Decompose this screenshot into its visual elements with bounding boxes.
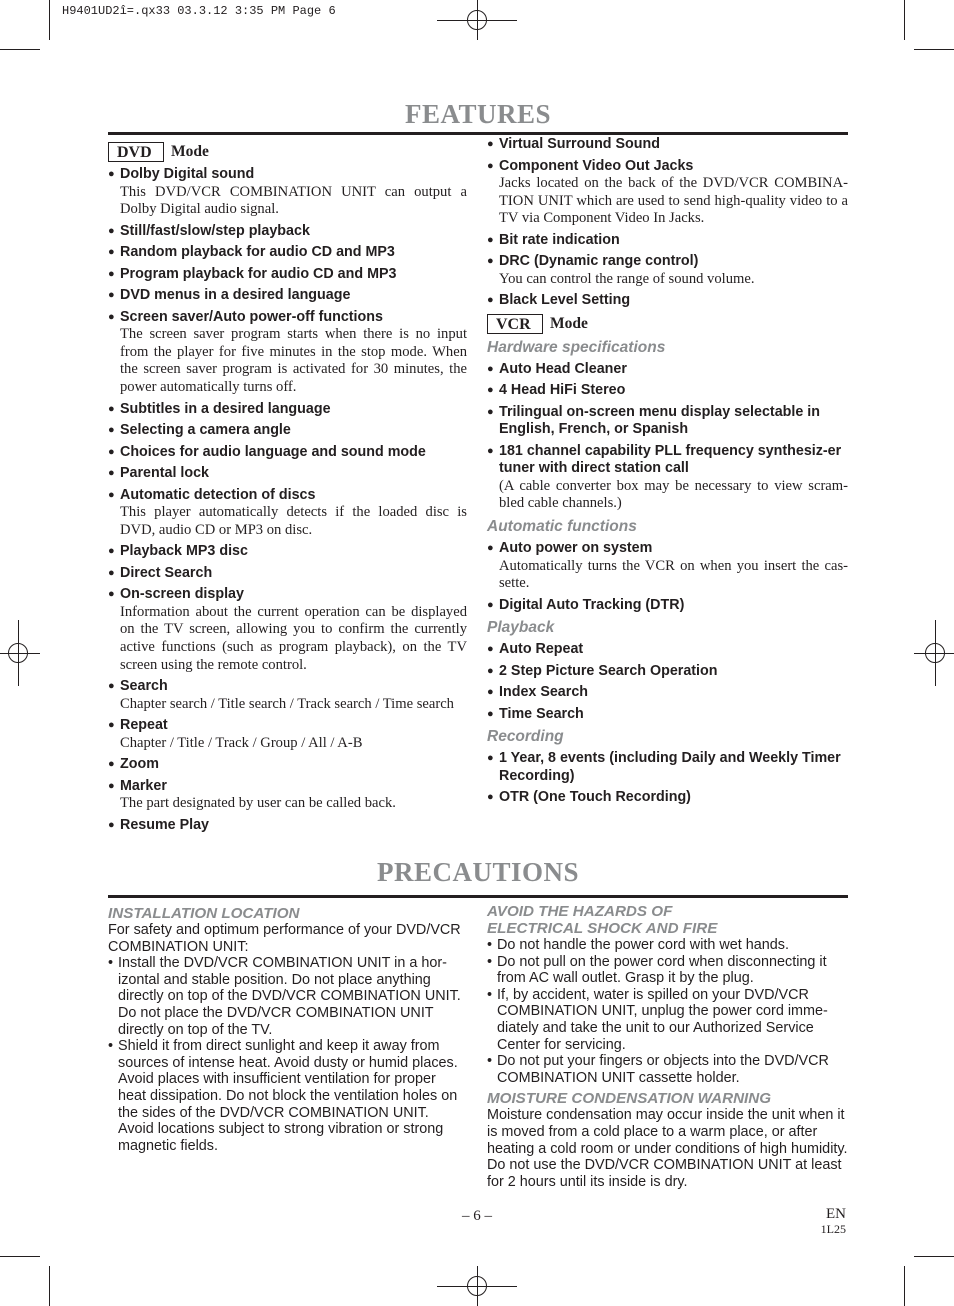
- vcr-feature-group: [487, 641, 848, 723]
- feature-item: [108, 223, 467, 241]
- feature-item: [487, 158, 848, 228]
- feature-heading: [108, 756, 467, 774]
- precaution-bullet-text: Do not pull on the power cord when disconnecting it from AC wall outlet. Grasp it by the plug.: [497, 953, 827, 987]
- dvd-mode-badge: DVD: [108, 142, 164, 162]
- feature-heading: [108, 487, 467, 505]
- feature-item: [487, 404, 848, 439]
- language-code: EN: [826, 1206, 846, 1222]
- feature-heading: [108, 309, 467, 327]
- precaution-bullet-text: Do not put your fingers or objects into the DVD/VCR COMBINATION UNIT cassette holder.: [497, 1053, 829, 1086]
- moisture-heading: MOISTURE CONDENSATION WARNING: [487, 1090, 772, 1108]
- feature-heading-text: Auto Repeat: [499, 641, 584, 658]
- bullet-icon: •: [487, 937, 493, 953]
- hazards-heading-line1: AVOID THE HAZARDS OF: [487, 903, 673, 920]
- precaution-bullet: [487, 1053, 848, 1086]
- crop-mark: [49, 0, 50, 40]
- feature-heading: [108, 678, 467, 696]
- feature-heading-text: 2 Step Picture Search Operation: [499, 662, 718, 679]
- crop-mark: [914, 1256, 954, 1257]
- feature-heading-text: Choices for audio language and sound mode: [120, 443, 426, 460]
- vcr-subheading: Recording: [487, 728, 564, 746]
- bullet-icon: ●: [108, 267, 115, 280]
- precautions-right-column: [487, 903, 848, 1190]
- precaution-bullet: [487, 987, 848, 1053]
- crop-mark: [904, 0, 905, 40]
- feature-heading: [487, 443, 848, 478]
- feature-heading: [487, 382, 848, 400]
- bullet-icon: •: [108, 1038, 114, 1055]
- feature-item: [108, 817, 467, 835]
- feature-item: [108, 756, 467, 774]
- feature-heading: [487, 136, 848, 154]
- feature-heading: [487, 706, 848, 724]
- installation-heading: INSTALLATION LOCATION: [108, 905, 300, 922]
- feature-description: Automatically turns the VCR on when you insert the cas-sette.: [499, 557, 848, 592]
- bullet-icon: ●: [108, 758, 115, 771]
- feature-heading: [108, 287, 467, 305]
- bullet-icon: ●: [487, 294, 494, 307]
- bullet-icon: ●: [487, 384, 494, 397]
- precautions-title: PRECAUTIONS: [376, 857, 580, 887]
- bullet-icon: ●: [487, 542, 494, 555]
- moisture-text: Moisture condensation may occur inside the unit when it is moved from a cold place to a warm place, or after heating a cold room or under conditions of high humidity. Do not use the DVD/VCR COMBINATION UNIT at least for 2 hours until its inside is dry.: [487, 1107, 848, 1190]
- vcr-feature-group: [487, 361, 848, 513]
- dvd-mode-header: [108, 142, 467, 162]
- feature-description: This DVD/VCR COMBINATION UNIT can output a Dolby Digital audio signal.: [120, 183, 467, 218]
- bullet-icon: ●: [108, 719, 115, 732]
- precaution-bullet: [487, 954, 848, 987]
- hazards-heading-line2: ELECTRICAL SHOCK AND FIRE: [487, 920, 718, 937]
- dvd-feature-list: [108, 166, 467, 834]
- feature-heading: [487, 750, 848, 785]
- feature-heading: [108, 266, 467, 284]
- feature-description: (A cable converter box may be necessary to view scram-bled cable channels.): [499, 477, 848, 512]
- bullet-icon: ●: [108, 445, 115, 458]
- feature-heading: [108, 586, 467, 604]
- feature-heading: [487, 641, 848, 659]
- feature-heading: [108, 778, 467, 796]
- feature-heading-text: 1 Year, 8 events (including Daily and Weekly Timer Recording): [499, 750, 841, 784]
- feature-heading: [108, 422, 467, 440]
- feature-heading: [487, 789, 848, 807]
- feature-heading-text: Random playback for audio CD and MP3: [120, 244, 395, 261]
- feature-item: [108, 778, 467, 813]
- feature-heading-text: DVD menus in a desired language: [120, 287, 351, 304]
- feature-item: [108, 287, 467, 305]
- feature-heading: [108, 166, 467, 184]
- feature-item: [108, 309, 467, 397]
- feature-item: [487, 443, 848, 513]
- bullet-icon: ●: [108, 588, 115, 601]
- features-rule: [108, 132, 848, 135]
- feature-heading-text: Still/fast/slow/step playback: [120, 222, 310, 239]
- feature-heading-text: Automatic detection of discs: [120, 486, 316, 503]
- precaution-bullet-text: Do not handle the power cord with wet hands.: [497, 937, 789, 953]
- precaution-bullet: [108, 1038, 463, 1154]
- feature-heading-text: Digital Auto Tracking (DTR): [499, 596, 685, 613]
- bullet-icon: ●: [108, 424, 115, 437]
- feature-item: [487, 597, 848, 615]
- feature-heading: [487, 597, 848, 615]
- precaution-bullet: [487, 937, 848, 954]
- feature-heading: [487, 158, 848, 176]
- bullet-icon: ●: [108, 779, 115, 792]
- bullet-icon: ●: [487, 664, 494, 677]
- crop-mark: [49, 1266, 50, 1306]
- precaution-bullet-text: If, by accident, water is spilled on your DVD/VCR COMBINATION UNIT, unplug the power cord imme-diately and take the unit to our Authorized Service Center for servicing.: [497, 986, 828, 1053]
- feature-description: This player automatically detects if the loaded disc is DVD, audio CD or MP3 on disc.: [120, 504, 467, 538]
- feature-heading-text: Component Video Out Jacks: [499, 157, 694, 174]
- feature-item: [487, 750, 848, 785]
- feature-item: [487, 136, 848, 154]
- feature-heading-text: DRC (Dynamic range control): [499, 253, 699, 270]
- bullet-icon: ●: [487, 362, 494, 375]
- feature-item: [108, 244, 467, 262]
- feature-heading: [487, 663, 848, 681]
- feature-heading-text: Program playback for audio CD and MP3: [120, 265, 397, 282]
- bullet-icon: •: [487, 953, 493, 970]
- feature-heading-text: Index Search: [499, 684, 588, 701]
- vcr-mode-label: Mode: [550, 314, 588, 332]
- feature-item: [487, 684, 848, 702]
- feature-heading-text: Marker: [120, 777, 167, 794]
- hazards-list: [487, 937, 848, 1086]
- bullet-icon: •: [487, 986, 493, 1003]
- features-left-column: [108, 142, 467, 838]
- feature-heading-text: Subtitles in a desired language: [120, 400, 331, 417]
- feature-heading: [108, 444, 467, 462]
- bullet-icon: •: [487, 1053, 493, 1070]
- feature-heading: [487, 232, 848, 250]
- feature-heading: [108, 223, 467, 241]
- bullet-icon: ●: [487, 598, 494, 611]
- vcr-subheading: Hardware specifications: [487, 338, 666, 356]
- feature-description: You can control the range of sound volume.: [499, 270, 755, 287]
- crop-mark: [904, 1266, 905, 1306]
- bullet-icon: ●: [108, 246, 115, 259]
- feature-heading: [108, 543, 467, 561]
- bullet-icon: ●: [487, 159, 494, 172]
- precaution-bullet: [108, 955, 463, 1038]
- feature-heading-text: Auto Head Cleaner: [499, 360, 627, 377]
- feature-item: [487, 789, 848, 807]
- bullet-icon: ●: [108, 402, 115, 415]
- bullet-icon: ●: [108, 289, 115, 302]
- feature-item: [108, 465, 467, 483]
- feature-description: Chapter / Title / Track / Group / All / A-B: [120, 734, 363, 751]
- feature-heading-text: 181 channel capability PLL frequency synthesiz-er tuner with direct station call: [499, 442, 842, 477]
- feature-heading-text: Virtual Surround Sound: [499, 136, 660, 152]
- vcr-mode-badge: VCR: [487, 314, 543, 334]
- feature-heading-text: 4 Head HiFi Stereo: [499, 382, 626, 399]
- feature-heading-text: Black Level Setting: [499, 292, 631, 309]
- feature-heading-text: Playback MP3 disc: [120, 543, 248, 560]
- bullet-icon: ●: [487, 138, 494, 150]
- bullet-icon: ●: [487, 686, 494, 699]
- installation-list: [108, 955, 463, 1154]
- feature-heading-text: Trilingual on-screen menu display selectable in English, French, or Spanish: [499, 403, 820, 438]
- bullet-icon: ●: [487, 791, 494, 804]
- feature-heading: [487, 292, 848, 310]
- feature-item: [108, 422, 467, 440]
- feature-item: [487, 232, 848, 250]
- feature-heading-text: On-screen display: [120, 586, 244, 603]
- vcr-feature-group: [487, 540, 848, 614]
- bullet-icon: ●: [108, 310, 115, 323]
- bullet-icon: ●: [108, 467, 115, 480]
- file-slug: H9401UD2î=.qx33 03.3.12 3:35 PM Page 6: [62, 4, 336, 18]
- vcr-feature-list: [487, 338, 848, 807]
- feature-heading: [487, 404, 848, 439]
- bullet-icon: ●: [108, 818, 115, 831]
- feature-item: [108, 487, 467, 540]
- feature-heading-text: Selecting a camera angle: [120, 422, 291, 439]
- bullet-icon: ●: [108, 566, 115, 579]
- bullet-icon: ●: [108, 680, 115, 693]
- feature-description: Chapter search / Title search / Track search / Time search: [120, 695, 454, 712]
- feature-heading: [108, 817, 467, 835]
- feature-heading-text: OTR (One Touch Recording): [499, 789, 691, 806]
- feature-description: Information about the current operation can be displayed on the TV screen, allowing you to confirm the currently active functions (such as program playback), on the TV screen using the remote control.: [120, 603, 467, 673]
- feature-description: The part designated by user can be called back.: [120, 795, 396, 812]
- precautions-rule: [108, 895, 848, 898]
- bullet-icon: ●: [108, 224, 115, 237]
- feature-heading: [108, 465, 467, 483]
- feature-heading: [487, 253, 848, 271]
- feature-heading-text: Time Search: [499, 705, 584, 722]
- feature-description: The screen saver program starts when there is no input from the player for five minutes in the stop mode. When the screen saver program is activated for 30 minutes, the power automatically turns off.: [120, 326, 467, 395]
- vcr-mode-header: [487, 314, 848, 334]
- feature-item: [108, 678, 467, 713]
- features-title: FEATURES: [404, 99, 552, 129]
- bullet-icon: ●: [487, 752, 494, 765]
- feature-item: [487, 361, 848, 379]
- feature-item: [487, 706, 848, 724]
- bullet-icon: ●: [108, 488, 115, 501]
- crop-mark: [0, 49, 40, 50]
- bullet-icon: ●: [487, 255, 494, 268]
- feature-description: Jacks located on the back of the DVD/VCR COMBINA-TION UNIT which are used to send high-quality video to a TV via Component Video In Jacks.: [499, 175, 848, 227]
- feature-heading-text: Zoom: [120, 756, 159, 773]
- feature-item: [487, 253, 848, 288]
- bullet-icon: •: [108, 955, 114, 972]
- feature-item: [108, 543, 467, 561]
- dvd-feature-list-continued: [487, 136, 848, 310]
- feature-item: [487, 663, 848, 681]
- vcr-subheading: Playback: [487, 619, 555, 637]
- crop-mark: [914, 49, 954, 50]
- feature-item: [108, 401, 467, 419]
- feature-item: [487, 382, 848, 400]
- feature-heading-text: Resume Play: [120, 816, 210, 833]
- page-number: – 6 –: [462, 1208, 492, 1224]
- feature-heading-text: Search: [120, 678, 168, 695]
- feature-heading-text: Dolby Digital sound: [120, 166, 255, 182]
- feature-heading: [108, 717, 467, 735]
- feature-heading-text: Screen saver/Auto power-off functions: [120, 308, 383, 325]
- feature-heading-text: Auto power on system: [499, 540, 653, 557]
- bullet-icon: ●: [487, 405, 494, 418]
- feature-heading: [108, 565, 467, 583]
- feature-heading-text: Direct Search: [120, 564, 213, 581]
- crop-mark: [0, 1256, 40, 1257]
- bullet-icon: ●: [108, 168, 115, 180]
- vcr-feature-group: [487, 750, 848, 807]
- feature-heading: [108, 244, 467, 262]
- feature-heading: [487, 361, 848, 379]
- bullet-icon: ●: [487, 233, 494, 246]
- feature-heading: [108, 401, 467, 419]
- document-code: 1L25: [820, 1222, 846, 1236]
- feature-item: [487, 641, 848, 659]
- feature-heading-text: Parental lock: [120, 465, 209, 482]
- feature-item: [487, 292, 848, 310]
- feature-item: [108, 586, 467, 674]
- feature-item: [108, 444, 467, 462]
- feature-item: [108, 565, 467, 583]
- feature-item: [108, 717, 467, 752]
- precaution-bullet-text: Shield it from direct sunlight and keep it away from sources of intense heat. Avoid dusty or humid places. Avoid places with insufficient ventilation for proper heat dissipation. Do not block the ventilation holes on the sides of the DVD/VCR COMBINATION UNIT. Avoid locations subject to strong vibration or strong magnetic fields.: [118, 1038, 458, 1154]
- feature-item: [108, 266, 467, 284]
- bullet-icon: ●: [108, 545, 115, 558]
- precaution-bullet-text: Install the DVD/VCR COMBINATION UNIT in a hor-izontal and stable position. Do not place anything directly on top of the DVD/VCR COMBINATION UNIT. Do not place the DVD/VCR COMBINATION UNIT directly on top of the TV.: [118, 955, 461, 1038]
- bullet-icon: ●: [487, 444, 494, 457]
- dvd-mode-label: Mode: [171, 143, 209, 160]
- feature-heading: [487, 684, 848, 702]
- bullet-icon: ●: [487, 707, 494, 720]
- precautions-left-column: [108, 905, 463, 1154]
- features-right-column: [487, 136, 848, 811]
- feature-heading-text: Bit rate indication: [499, 231, 620, 248]
- vcr-subheading: Automatic functions: [487, 518, 637, 536]
- feature-item: [487, 540, 848, 593]
- feature-heading: [487, 540, 848, 558]
- feature-heading-text: Repeat: [120, 717, 168, 734]
- bullet-icon: ●: [487, 643, 494, 656]
- feature-item: [108, 166, 467, 219]
- installation-intro: For safety and optimum performance of your DVD/VCR COMBINATION UNIT:: [108, 922, 461, 955]
